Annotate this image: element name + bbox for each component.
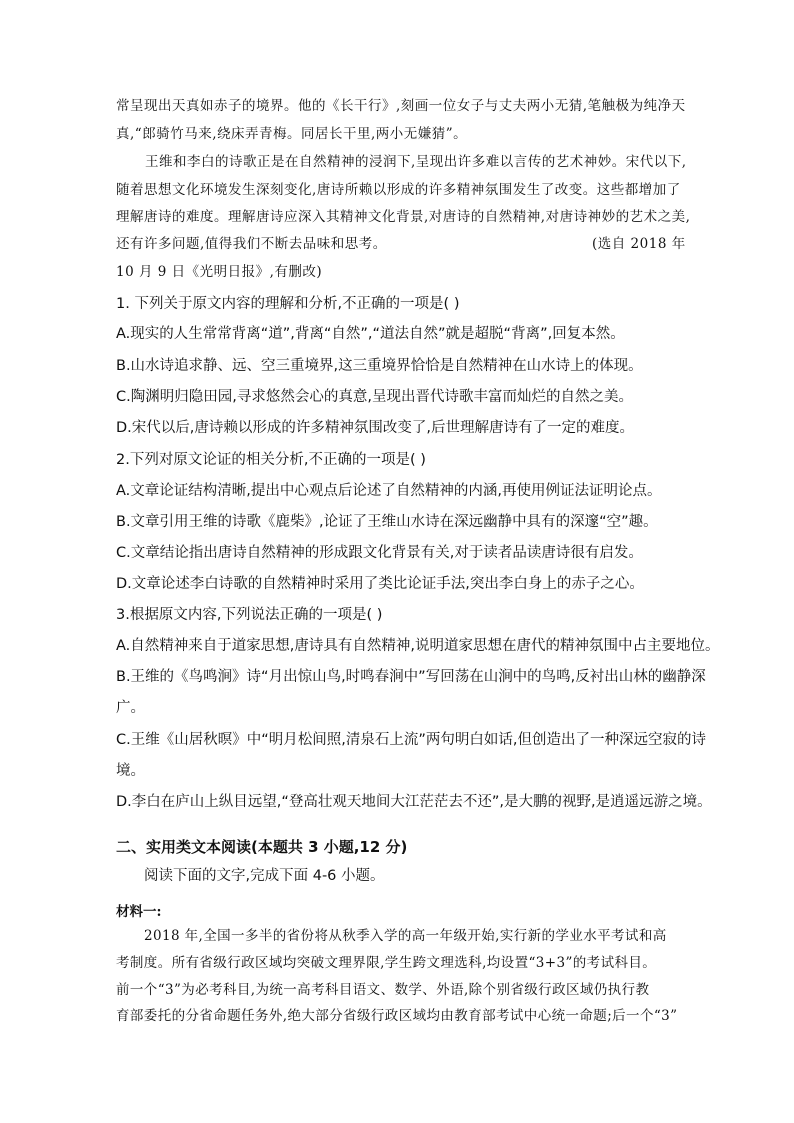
material-line: 考制度。所有省级行政区域均突破文理界限,学生跨文理选科,均设置“3+3”的考试科目。 (116, 955, 657, 971)
passage-line: 随着思想文化环境发生深刻变化,唐诗所赖以形成的许多精神氛围发生了改变。这些都增加了 (116, 182, 681, 198)
question-1-option-c: C.陶渊明归隐田园,寻求悠然会心的真意,呈现出晋代诗歌丰富而灿烂的自然之美。 (116, 389, 633, 405)
question-3-option-c: C.王维《山居秋暝》中“明月松间照,清泉石上流”两句明白如话,但创造出了一种深远空寂的诗 (116, 732, 706, 748)
question-2-option-c: C.文章结论指出唐诗自然精神的形成跟文化背景有关,对于读者品读唐诗很有启发。 (116, 545, 643, 561)
question-3-option-b: B.王维的《鸟鸣涧》诗“月出惊山鸟,时鸣春涧中”写回荡在山涧中的鸟鸣,反衬出山林的幽静深 (116, 669, 706, 685)
passage-line: 王维和李白的诗歌正是在自然精神的浸润下,呈现出许多难以言传的艺术神妙。宋代以下, (145, 154, 687, 170)
passage-line: 还有许多问题,值得我们不断去品味和思考。 (116, 236, 387, 252)
question-3-option-b-cont: 广。 (116, 700, 145, 716)
question-3-option-d: D.李白在庐山上纵目远望,“登高壮观天地间大江茫茫去不还”,是大鹏的视野,是逍遥远游之境。 (116, 794, 712, 810)
passage-line: 真,“郎骑竹马来,绕床弄青梅。同居长干里,两小无嫌猜”。 (116, 126, 468, 142)
passage-line: 理解唐诗的难度。理解唐诗应深入其精神文化背景,对唐诗的自然精神,对唐诗神妙的艺术之美, (116, 209, 691, 225)
question-2-option-b: B.文章引用王维的诗歌《鹿柴》,论证了王维山水诗在深远幽静中具有的深邃“空”趣。 (116, 514, 658, 530)
source-note: 10 月 9 日《光明日报》,有删改) (116, 264, 323, 280)
question-3-stem: 3.根据原文内容,下列说法正确的一项是( ) (116, 607, 383, 623)
question-2-option-a: A.文章论证结构清晰,提出中心观点后论述了自然精神的内涵,再使用例证法证明论点。 (116, 483, 662, 499)
question-1-option-a: A.现实的人生常常背离“道”,背离“自然”,“道法自然”就是超脱“背离”,回复本然。 (116, 326, 625, 342)
question-2-stem: 2.下列对原文论证的相关分析,不正确的一项是( ) (116, 452, 426, 468)
material-line: 育部委托的分省命题任务外,绝大部分省级行政区域均由教育部考试中心统一命题;后一个“3” (116, 1008, 678, 1024)
question-3-option-a: A.自然精神来自于道家思想,唐诗具有自然精神,说明道家思想在唐代的精神氛围中占主要地位。 (116, 638, 720, 654)
material-line: 前一个“3”为必考科目,为统一高考科目语文、数学、外语,除个别省级行政区域仍执行教 (116, 982, 650, 998)
section-2-instruction: 阅读下面的文字,完成下面 4-6 小题。 (144, 868, 385, 884)
question-3-option-c-cont: 境。 (116, 763, 145, 779)
question-1-stem: 1. 下列关于原文内容的理解和分析,不正确的一项是( ) (116, 296, 460, 312)
question-1-option-d: D.宋代以后,唐诗赖以形成的许多精神氛围改变了,后世理解唐诗有了一定的难度。 (116, 420, 634, 436)
material-label: 材料一: (116, 904, 162, 920)
question-1-option-b: B.山水诗追求静、远、空三重境界,这三重境界恰恰是自然精神在山水诗上的体现。 (116, 358, 643, 374)
question-2-option-d: D.文章论述李白诗歌的自然精神时采用了类比论证手法,突出李白身上的赤子之心。 (116, 576, 644, 592)
material-line: 2018 年,全国一多半的省份将从秋季入学的高一年级开始,实行新的学业水平考试和高 (144, 928, 667, 944)
section-2-heading: 二、实用类文本阅读(本题共 3 小题,12 分) (116, 838, 408, 856)
source-note: (选自 2018 年 (592, 236, 686, 252)
passage-line: 常呈现出天真如赤子的境界。他的《长干行》,刻画一位女子与丈夫两小无猜,笔触极为纯净天 (116, 98, 686, 114)
